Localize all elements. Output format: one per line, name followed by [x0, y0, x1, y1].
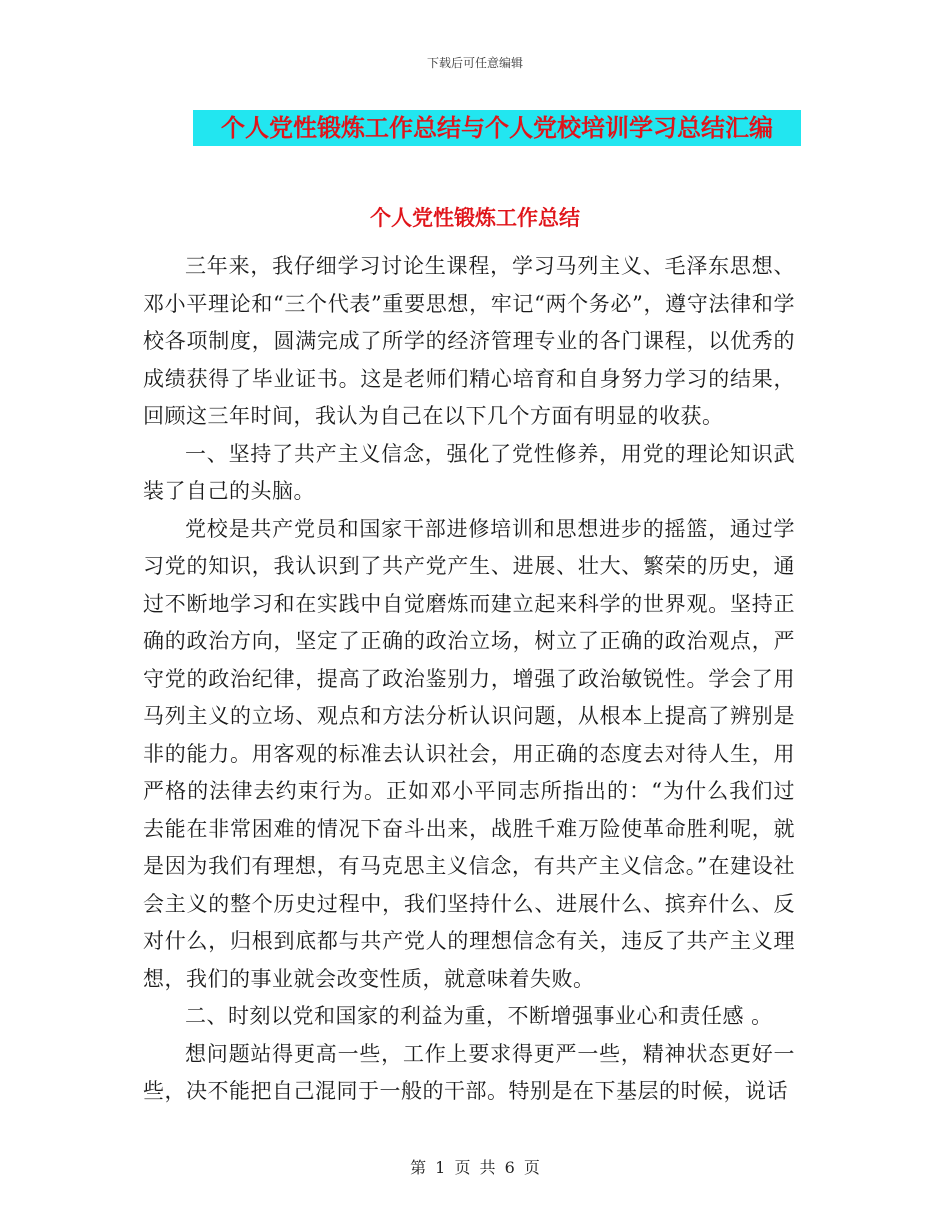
document-body — [143, 248, 795, 1111]
body-paragraph: 一、坚持了共产主义信念，强化了党性修养，用党的理论知识武装了自己的头脑。 — [143, 441, 795, 503]
page-number-footer: 第 1 页 共 6 页 — [410, 1158, 540, 1177]
body-paragraph: 三年来，我仔细学习讨论生课程，学习马列主义、毛泽东思想、邓小平理论和“三个代表”重要思想，牢记“两个务必”，遵守法律和学校各项制度，圆满完成了所学的经济管理专业的各门课程，以优秀的成绩获得了毕业证书。这是老师们精心培育和自身努力学习的结果，回顾这三年时间，我认为自己在以下几个方面有明显的收获。 — [143, 254, 795, 428]
section-title: 个人党性锻炼工作总结 — [370, 205, 580, 230]
page-header-note: 下载后可任意编辑 — [426, 56, 523, 70]
body-paragraph: 想问题站得更高一些，工作上要求得更严一些，精神状态更好一些，决不能把自己混同于一般的干部。特别是在下基层的时候，说话 — [143, 1041, 795, 1103]
body-paragraph: 二、时刻以党和国家的利益为重，不断增强事业心和责任感 。 — [185, 1004, 773, 1028]
body-paragraph: 党校是共产党员和国家干部进修培训和思想进步的摇篮，通过学习党的知识，我认识到了共产党产生、进展、壮大、繁荣的历史，通过不断地学习和在实践中自觉磨炼而建立起来科学的世界观。坚持正确的政治方向，坚定了正确的政治立场，树立了正确的政治观点，严守党的政治纪律，提高了政治鉴别力，增强了政治敏锐性。学会了用马列主义的立场、观点和方法分析认识问题，从根本上提高了辨别是非的能力。用客观的标准去认识社会，用正确的态度去对待人生，用严格的法律去约束行为。正如邓小平同志所指出的：“为什么我们过去能在非常困难的情况下奋斗出来，战胜千难万险使革命胜利呢，就是因为我们有理想，有马克思主义信念，有共产主义信念。”在建设社会主义的整个历史过程中，我们坚持什么、进展什么、摈弃什么、反对什么，归根到底都与共产党人的理想信念有关，违反了共产主义理想，我们的事业就会改变性质，就意味着失败。 — [143, 516, 795, 991]
document-title: 个人党性锻炼工作总结与个人党校培训学习总结汇编 — [193, 110, 801, 146]
